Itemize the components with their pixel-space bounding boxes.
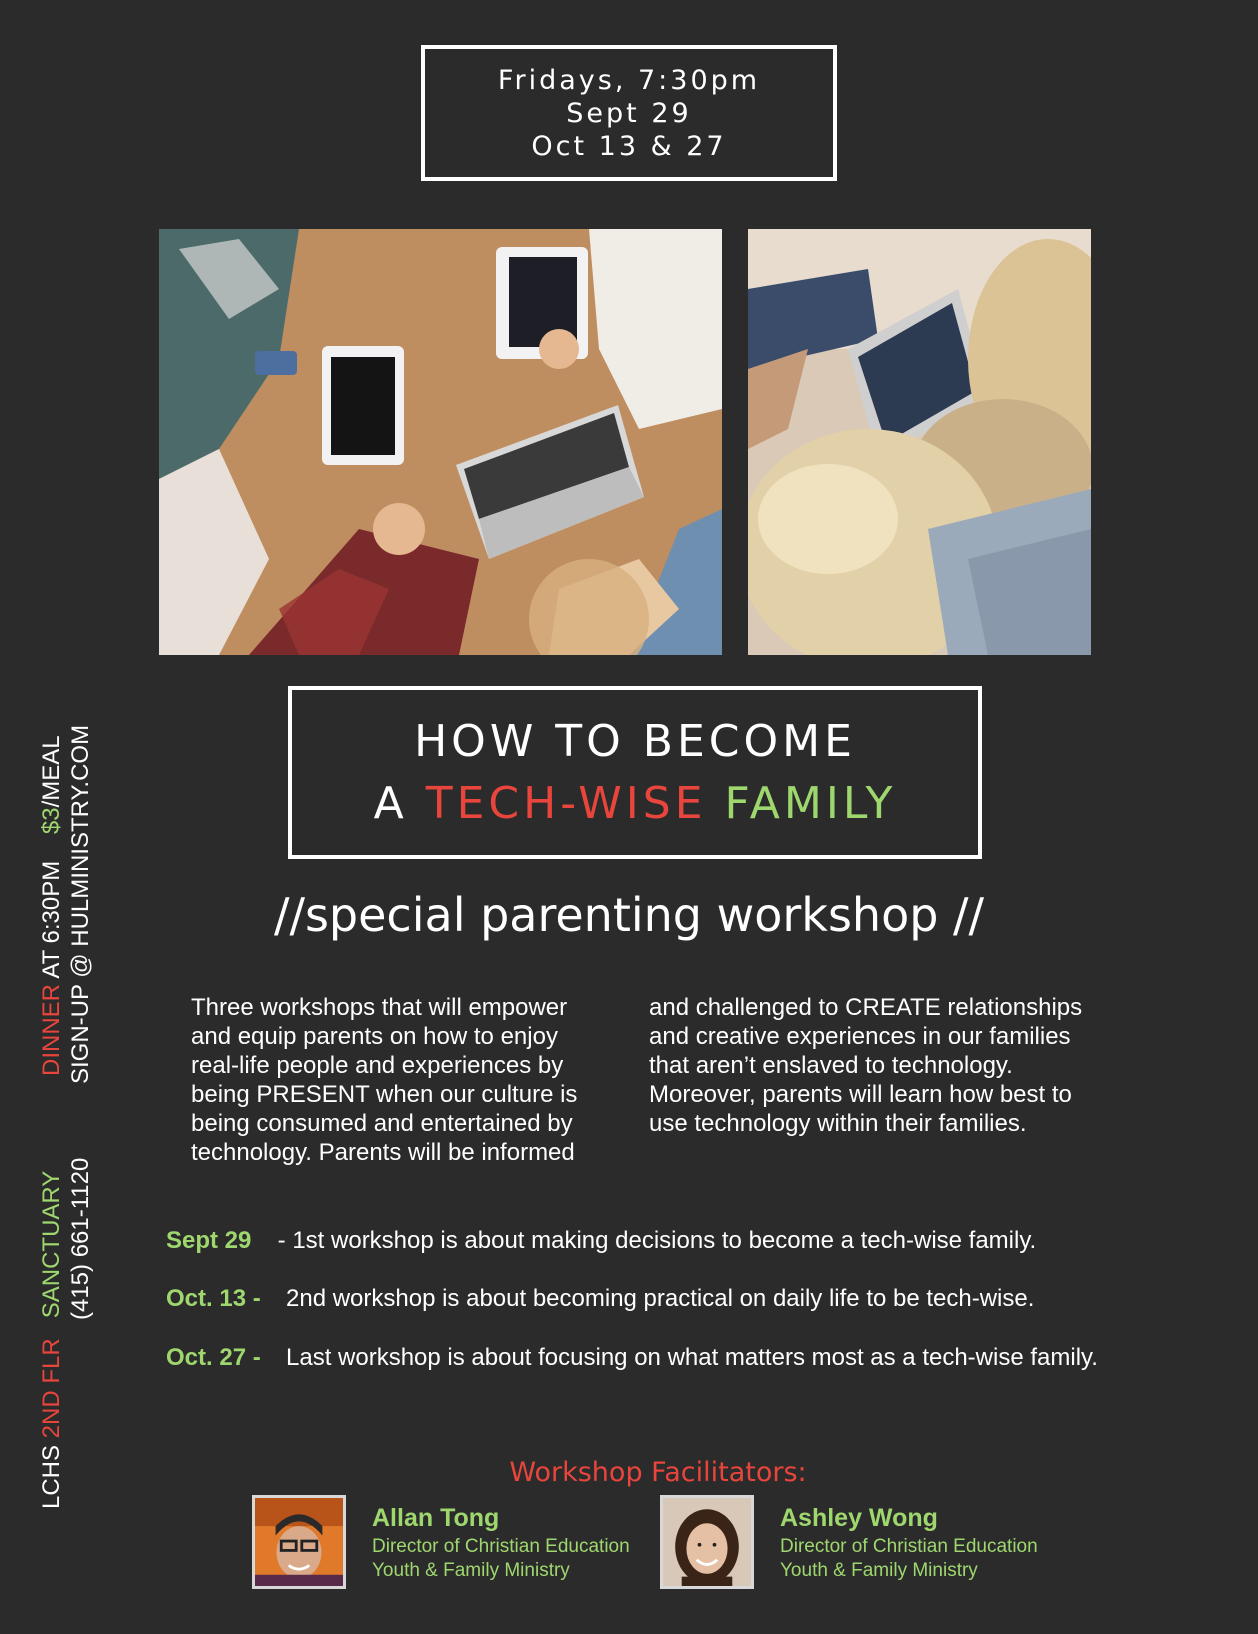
schedule-date-1: Sept 29 xyxy=(566,97,692,129)
session-description: Last workshop is about focusing on what matters most as a tech-wise family. xyxy=(286,1344,1098,1371)
session-row xyxy=(166,1284,1034,1314)
location-floor: 2ND FLR xyxy=(38,1338,65,1439)
session-date: Oct. 13 - xyxy=(166,1285,261,1312)
dinner-label: DINNER xyxy=(38,983,65,1076)
session-row xyxy=(166,1343,1098,1373)
subtitle: //special parenting workshop // xyxy=(273,888,985,942)
facilitator-ministry: Youth & Family Ministry xyxy=(372,1560,570,1581)
phone-number: (415) 661-1120 xyxy=(67,1157,94,1320)
session-date: Oct. 27 - xyxy=(166,1344,261,1371)
location-room: SANCTUARY xyxy=(38,1170,65,1319)
schedule-box xyxy=(421,45,837,181)
title-line-2 xyxy=(374,773,897,835)
signup-info: SIGN-UP @ HULMINISTRY.COM xyxy=(67,724,94,1084)
facilitator-role: Director of Christian Education xyxy=(780,1536,1038,1557)
session-description: - 1st workshop is about making decisions to become a tech-wise family. xyxy=(271,1227,1037,1254)
session-row xyxy=(166,1226,1036,1256)
description-column-2: and challenged to CREATE relationships and creative experiences in our families that aren’t enslaved to technology. Moreover, parents will learn how best to use technology within their families. xyxy=(649,994,1083,1137)
facilitator-avatar xyxy=(660,1495,754,1589)
location-prefix: LCHS xyxy=(38,1438,65,1509)
facilitator-ministry: Youth & Family Ministry xyxy=(780,1560,978,1581)
title-line-1: HOW TO BECOME xyxy=(414,715,856,767)
dinner-time: AT 6:30PM xyxy=(38,860,65,984)
description-column-1: Three workshops that will empower and equip parents on how to enjoy real-life people and experiences by being PRESENT when our culture is being consumed and entertained by technology. Parents will be informed xyxy=(191,994,578,1166)
title-family: FAMILY xyxy=(724,777,897,829)
meal-unit: /MEAL xyxy=(38,735,65,808)
facilitator-name: Ashley Wong xyxy=(780,1504,938,1532)
dinner-info xyxy=(38,735,66,1076)
facilitators-heading: Workshop Facilitators: xyxy=(509,1457,807,1488)
schedule-days: Fridays, 7:30pm xyxy=(497,64,761,96)
mother-child-tablet-photo xyxy=(748,229,1091,655)
title-prefix: A xyxy=(373,777,408,829)
meal-price: $3 xyxy=(38,807,65,835)
family-devices-photo xyxy=(159,229,722,655)
title-tech-wise: TECH-WISE xyxy=(425,777,707,829)
facilitator-avatar xyxy=(252,1495,346,1589)
session-date: Sept 29 xyxy=(166,1227,252,1254)
facilitator-role: Director of Christian Education xyxy=(372,1536,630,1557)
session-description: 2nd workshop is about becoming practical on daily life to be tech-wise. xyxy=(286,1285,1035,1312)
schedule-date-2: Oct 13 & 27 xyxy=(531,130,727,162)
facilitator-name: Allan Tong xyxy=(372,1504,500,1532)
workshop-title-box xyxy=(288,686,982,859)
